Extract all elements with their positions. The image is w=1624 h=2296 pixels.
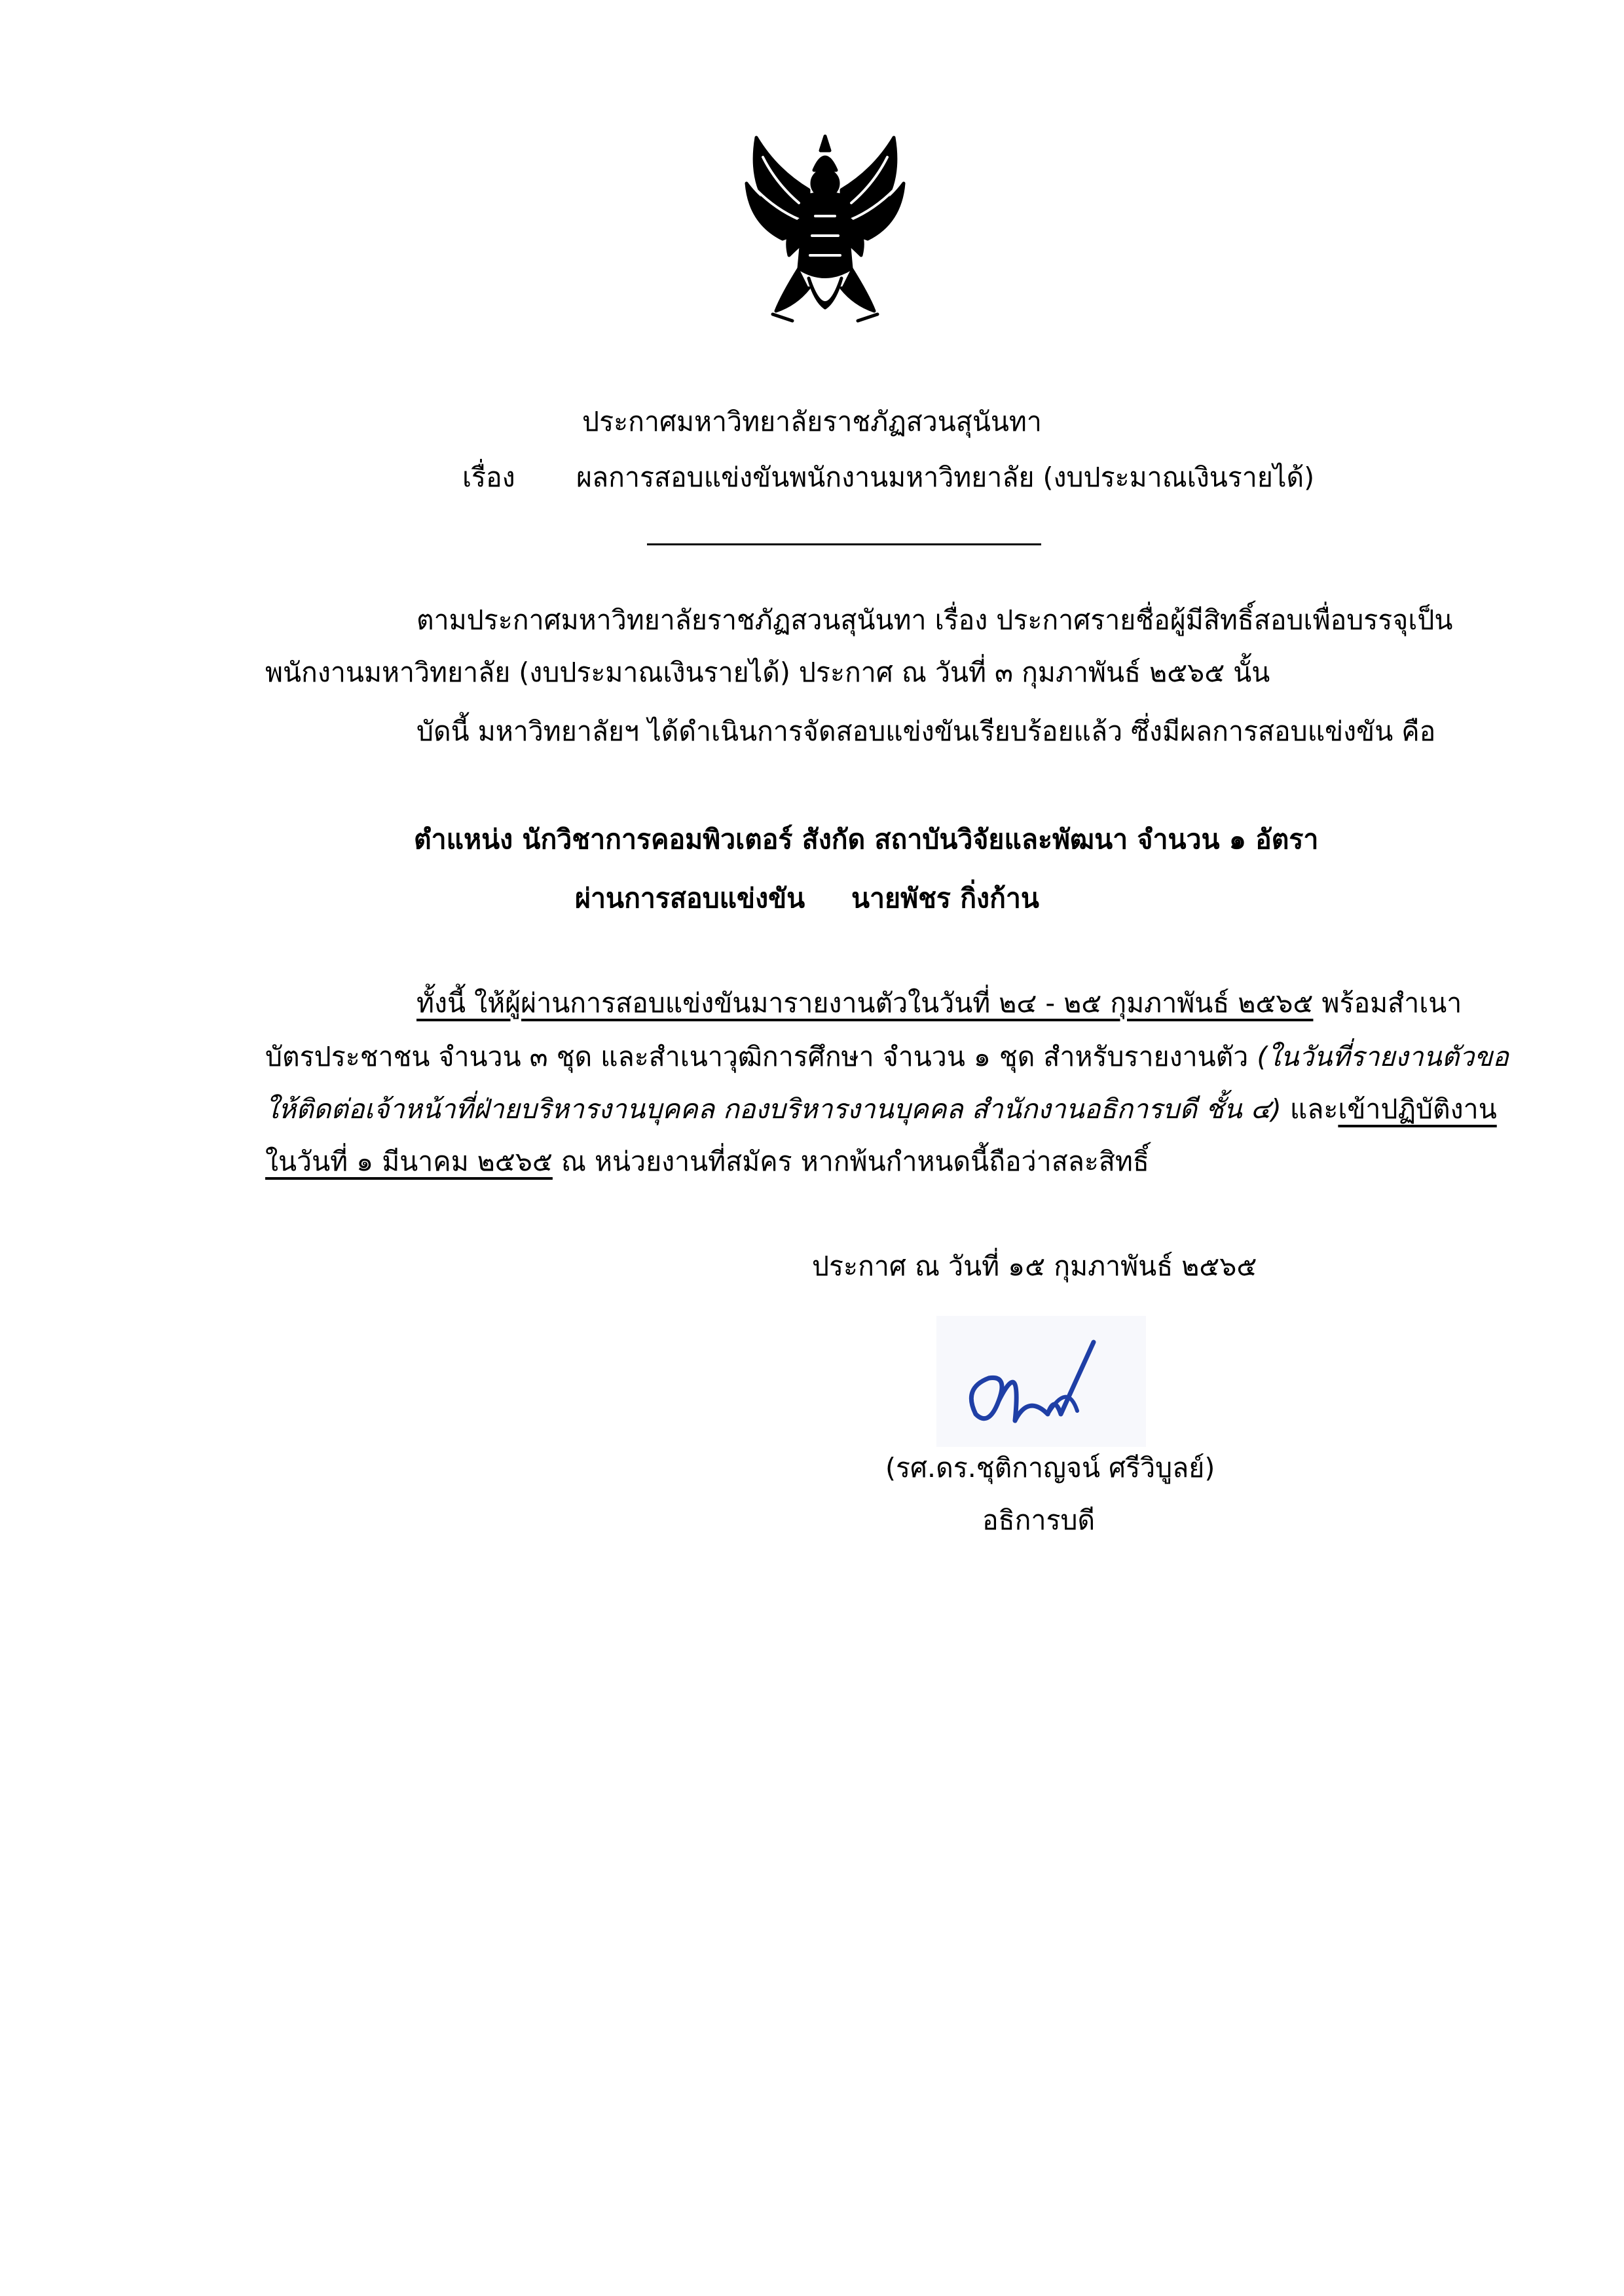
instructions-line-1: ทั้งนี้ ให้ผู้ผ่านการสอบแข่งขันมารายงานตัวในวันที่ ๒๔ - ๒๕ กุมภาพันธ์ ๒๕๖๕ พร้อมสำเนา [416, 987, 1462, 1019]
title-divider [647, 543, 1041, 545]
body-paragraph-2: บัดนี้ มหาวิทยาลัยฯ ได้ดำเนินการจัดสอบแข่งขันเรียบร้อยแล้ว ซึ่งมีผลการสอบแข่งขัน คือ [416, 716, 1436, 747]
instructions-line-3: ให้ติดต่อเจ้าหน้าที่ฝ่ายบริหารงานบุคคล กองบริหารงานบุคคล สำนักงานอธิการบดี ชั้น ๔) และเข้าปฏิบัติงาน [265, 1093, 1497, 1125]
start-date-underlined: ในวันที่ ๑ มีนาคม ๒๕๖๕ [265, 1146, 553, 1177]
candidate-name: นายพัชร กิ่งก้าน [851, 883, 1039, 914]
signer-name: (รศ.ดร.ชุติกาญจน์ ศรีวิบูลย์) [885, 1452, 1215, 1484]
pass-label: ผ่านการสอบแข่งขัน [575, 883, 805, 914]
contact-note-italic-2: ให้ติดต่อเจ้าหน้าที่ฝ่ายบริหารงานบุคคล กองบริหารงานบุคคล สำนักงานอธิการบดี ชั้น ๔) [265, 1093, 1282, 1125]
signature-image [936, 1316, 1146, 1447]
instructions-line-2: บัตรประชาชน จำนวน ๓ ชุด และสำเนาวุฒิการศึกษา จำนวน ๑ ชุด สำหรับรายงานตัว (ในวันที่รายงานตัวขอ [265, 1041, 1509, 1072]
signer-title: อธิการบดี [982, 1504, 1096, 1536]
body-paragraph-1-line-1: ตามประกาศมหาวิทยาลัยราชภัฏสวนสุนันทา เรื่อง ประกาศรายชื่อผู้มีสิทธิ์สอบเพื่อบรรจุเป็น [416, 604, 1453, 636]
instructions-line-4: ในวันที่ ๑ มีนาคม ๒๕๖๕ ณ หน่วยงานที่สมัคร หากพ้นกำหนดนี้ถือว่าสละสิทธิ์ [265, 1146, 1149, 1177]
contact-note-italic: (ในวันที่รายงานตัวขอ [1257, 1041, 1509, 1072]
announcement-date: ประกาศ ณ วันที่ ๑๕ กุมภาพันธ์ ๒๕๖๕ [812, 1250, 1257, 1282]
garuda-emblem-icon [737, 131, 913, 340]
body-paragraph-1-line-2: พนักงานมหาวิทยาลัย (งบประมาณเงินรายได้) ประกาศ ณ วันที่ ๓ กุมภาพันธ์ ๒๕๖๕ นั้น [265, 657, 1270, 688]
subject-label: เรื่อง [462, 462, 515, 493]
report-date-underlined: ทั้งนี้ ให้ผู้ผ่านการสอบแข่งขันมารายงานตัวในวันที่ ๒๔ - ๒๕ กุมภาพันธ์ ๒๕๖๕ [416, 987, 1314, 1019]
subject-text: ผลการสอบแข่งขันพนักงานมหาวิทยาลัย (งบประมาณเงินรายได้) [576, 462, 1315, 493]
announcement-title: ประกาศมหาวิทยาลัยราชภัฏสวนสุนันทา [582, 406, 1042, 437]
start-work-underlined: เข้าปฏิบัติงาน [1338, 1093, 1497, 1125]
position-heading: ตำแหน่ง นักวิชาการคอมพิวเตอร์ สังกัด สถาบันวิจัยและพัฒนา จำนวน ๑ อัตรา [414, 824, 1319, 855]
